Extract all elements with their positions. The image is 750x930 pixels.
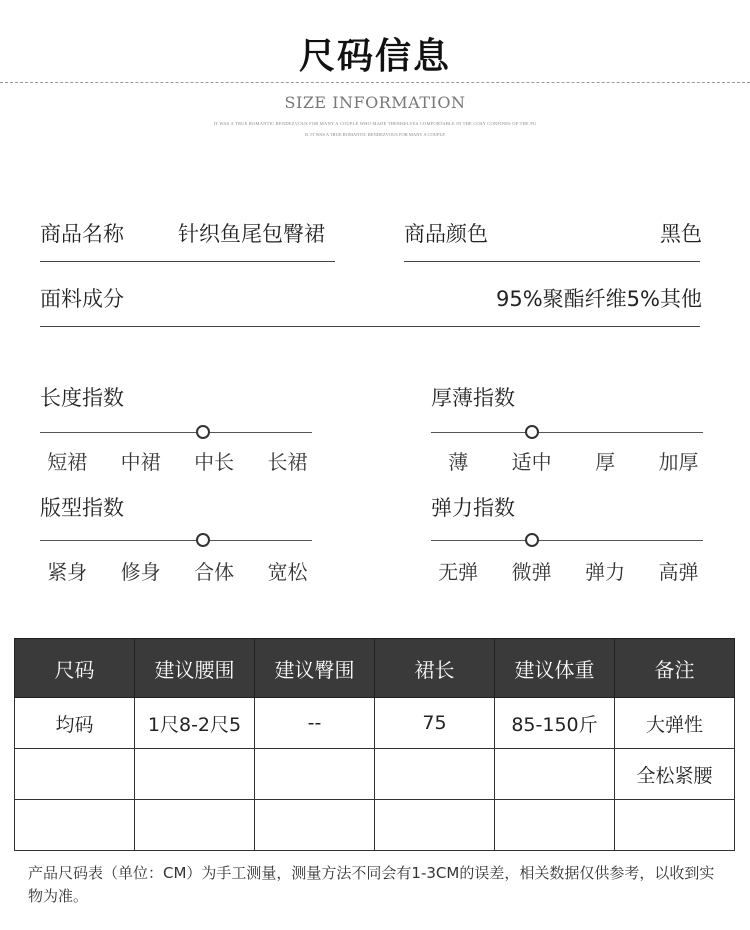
length-index-marker [196,425,210,439]
header-size: 尺码 [15,639,135,698]
header-waist: 建议腰围 [135,639,255,698]
thickness-index-title: 厚薄指数 [431,386,515,410]
length-index-option: 中裙 [120,450,161,474]
thickness-index-option: 薄 [448,450,469,474]
table-cell [615,800,735,851]
table-cell [255,800,375,851]
fit-index-track [40,540,312,541]
fit-index-option: 合体 [194,560,235,584]
stretch-index-title: 弹力指数 [431,496,515,520]
table-cell [495,749,615,800]
page-subtitle: SIZE INFORMATION [284,93,466,112]
fit-index-marker [196,533,210,547]
table-cell [255,749,375,800]
thickness-index-option: 厚 [595,450,616,474]
stretch-index-option: 无弹 [438,560,479,584]
fabric-label: 面料成分 [40,287,124,311]
product-color-value: 黑色 [660,222,702,246]
product-name-rule [40,261,335,262]
fabric-rule [40,326,700,327]
product-color-rule [404,261,700,262]
size-table [14,638,735,851]
fit-index-option: 紧身 [47,560,88,584]
table-cell: 75 [375,698,495,749]
product-name-label: 商品名称 [40,222,124,246]
stretch-index-option: 微弹 [511,560,552,584]
measurement-footnote: 产品尺码表（单位：CM）为手工测量，测量方法不同会有1-3CM的误差，相关数据仅供参考，以收到实物为准。 [28,864,715,905]
table-cell [375,800,495,851]
table-cell [135,749,255,800]
table-cell [495,800,615,851]
length-index-option: 长裙 [267,450,308,474]
decorative-caption-line-2: B. IT WAS A TRUE ROMANTIC RENDEZVOUS FOR MANY A COUPLE [305,132,445,137]
table-cell: 大弹性 [615,698,735,749]
header-remark: 备注 [615,639,735,698]
table-cell: 1尺8-2尺5 [135,698,255,749]
table-cell [375,749,495,800]
table-cell: 均码 [15,698,135,749]
thickness-index-track [431,432,703,433]
table-cell [135,800,255,851]
fit-index-option: 宽松 [267,560,308,584]
decorative-caption-line-1: IT WAS A TRUE ROMANTIC RENDEZVOUS FOR MANY A COUPLE WHO MADE THEMSELVES COMFORTABLE IN THE COSY CONFINES OF THE PU [213,121,537,126]
page-title: 尺码信息 [298,36,451,77]
stretch-index-marker [525,533,539,547]
length-index-option: 中长 [194,450,235,474]
length-index-title: 长度指数 [40,386,124,410]
product-color-label: 商品颜色 [404,222,488,246]
dashed-divider [0,82,750,83]
stretch-index-track [431,540,703,541]
fabric-value: 95%聚酯纤维5%其他 [496,287,702,311]
size-table-header-row [15,639,735,698]
stretch-index-option: 弹力 [585,560,626,584]
thickness-index-marker [525,425,539,439]
fit-index-option: 修身 [120,560,161,584]
table-cell [15,749,135,800]
fit-index-title: 版型指数 [40,496,124,520]
table-cell [15,800,135,851]
thickness-index-option: 适中 [511,450,552,474]
table-row [15,800,735,851]
stretch-index-option: 高弹 [658,560,699,584]
header-weight: 建议体重 [495,639,615,698]
header-length: 裙长 [375,639,495,698]
length-index-track [40,432,312,433]
table-cell: -- [255,698,375,749]
header-hip: 建议臀围 [255,639,375,698]
thickness-index-option: 加厚 [658,450,699,474]
table-row [15,698,735,749]
product-name-value: 针织鱼尾包臀裙 [178,222,325,246]
table-row [15,749,735,800]
table-cell: 全松紧腰 [615,749,735,800]
table-cell: 85-150斤 [495,698,615,749]
length-index-option: 短裙 [47,450,88,474]
